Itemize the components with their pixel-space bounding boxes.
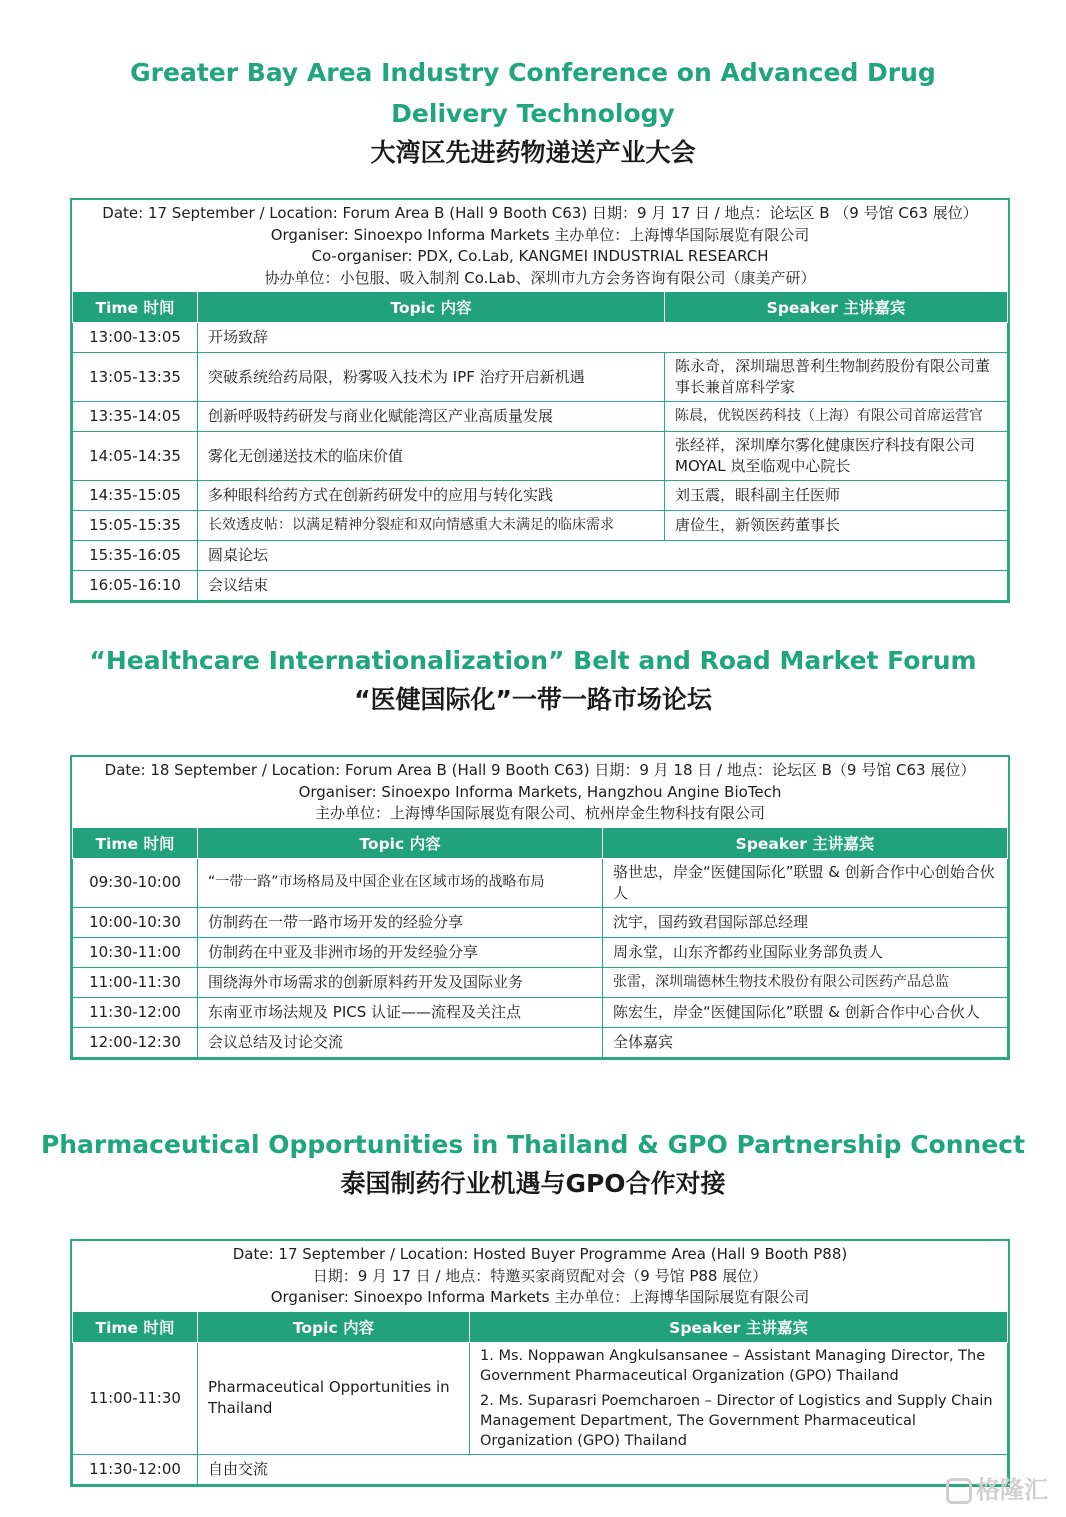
section3-title-cn: 泰国制药行业机遇与GPO合作对接: [340, 1169, 726, 1198]
section1-schedule: [70, 198, 1010, 603]
section1-heading: [0, 52, 1066, 170]
table-row: [73, 907, 1008, 937]
table-row: [73, 1027, 1008, 1057]
speaker-header: Speaker 主讲嘉宾: [665, 292, 1008, 323]
table-row: [73, 997, 1008, 1027]
topic-cell: 会议结束: [198, 571, 1008, 601]
section3-schedule: [70, 1239, 1010, 1487]
topic-cell: 长效透皮帖：以满足精神分裂症和双向情感重大未满足的临床需求: [198, 511, 665, 541]
section2-table: [72, 827, 1008, 1058]
speaker-cell: 张经祥，深圳摩尔雾化健康医疗科技有限公司 MOYAL 岚至临观中心院长: [665, 432, 1008, 481]
speaker-cell: 陈永奇，深圳瑞思普利生物制药股份有限公司董事长兼首席科学家: [665, 353, 1008, 402]
table-row: [73, 571, 1008, 601]
topic-header: Topic 内容: [198, 292, 665, 323]
speaker-entry: 1. Ms. Noppawan Angkulsansanee – Assistant Managing Director, The Government Pharmaceutical Organization (GPO) Thailand: [480, 1347, 986, 1384]
logo-icon: [946, 1478, 972, 1504]
topic-cell: 开场致辞: [198, 323, 1008, 353]
table-header-row: [73, 827, 1008, 858]
topic-cell: 圆桌论坛: [198, 541, 1008, 571]
topic-cell: 东南亚市场法规及 PICS 认证——流程及关注点: [198, 997, 603, 1027]
section3-info-line: Organiser: Sinoexpo Informa Markets 主办单位：上海博华国际展览有限公司: [270, 1288, 810, 1306]
time-header: Time 时间: [73, 827, 198, 858]
section1-info-line: Date: 17 September / Location: Forum Area B (Hall 9 Booth C63) 日期：9 月 17 日 / 地点：论坛区 B （9 号馆 C63 展位）: [102, 204, 978, 222]
topic-cell: 围绕海外市场需求的创新原料药开发及国际业务: [198, 967, 603, 997]
table-row: [73, 858, 1008, 907]
table-header-row: [73, 1311, 1008, 1342]
topic-cell: 仿制药在一带一路市场开发的经验分享: [198, 907, 603, 937]
topic-header: Topic 内容: [198, 1311, 470, 1342]
time-cell: 11:30-12:00: [73, 1454, 198, 1484]
topic-cell: 多种眼科给药方式在创新药研发中的应用与转化实践: [198, 481, 665, 511]
time-cell: 13:05-13:35: [73, 353, 198, 402]
speaker-cell: 张雷，深圳瑞德林生物技术股份有限公司医药产品总监: [603, 967, 1008, 997]
topic-cell: 突破系统给药局限，粉雾吸入技术为 IPF 治疗开启新机遇: [198, 353, 665, 402]
topic-cell: 雾化无创递送技术的临床价值: [198, 432, 665, 481]
table-row: [73, 1342, 1008, 1454]
section1-title-en: Greater Bay Area Industry Conference on Advanced Drug Delivery Technology: [130, 58, 936, 128]
topic-cell: 仿制药在中亚及非洲市场的开发经验分享: [198, 937, 603, 967]
speaker-cell: 唐俭生，新领医药董事长: [665, 511, 1008, 541]
table-row: [73, 323, 1008, 353]
time-cell: 14:05-14:35: [73, 432, 198, 481]
section3-title-en: Pharmaceutical Opportunities in Thailand & GPO Partnership Connect: [40, 1130, 1026, 1159]
speaker-cell: 骆世忠，岸金“医健国际化”联盟 & 创新合作中心创始合伙人: [603, 858, 1008, 907]
section2-heading: [0, 640, 1066, 717]
time-cell: 16:05-16:10: [73, 571, 198, 601]
speaker-header: Speaker 主讲嘉宾: [470, 1311, 1008, 1342]
section1-info: [72, 200, 1008, 291]
table-row: [73, 1454, 1008, 1484]
time-cell: 14:35-15:05: [73, 481, 198, 511]
section1-info-line: 协办单位：小包服、吸入制剂 Co.Lab、深圳市九方会务咨询有限公司（康美产研）: [264, 268, 816, 287]
speaker-cell: 周永堂，山东齐都药业国际业务部负责人: [603, 937, 1008, 967]
time-cell: 11:30-12:00: [73, 997, 198, 1027]
section2-info: [72, 757, 1008, 827]
time-cell: 13:35-14:05: [73, 402, 198, 432]
speaker-cell: [470, 1342, 1008, 1454]
speaker-header: Speaker 主讲嘉宾: [603, 827, 1008, 858]
time-cell: 09:30-10:00: [73, 858, 198, 907]
section3-table: [72, 1311, 1008, 1485]
table-row: [73, 481, 1008, 511]
speaker-cell: 刘玉震，眼科副主任医师: [665, 481, 1008, 511]
topic-cell: 会议总结及讨论交流: [198, 1027, 603, 1057]
time-cell: 11:00-11:30: [73, 967, 198, 997]
speaker-cell: 陈晨，优锐医药科技（上海）有限公司首席运营官: [665, 402, 1008, 432]
section1-table: [72, 291, 1008, 601]
table-row: [73, 432, 1008, 481]
topic-header: Topic 内容: [198, 827, 603, 858]
section3-info-line: Date: 17 September / Location: Hosted Buyer Programme Area (Hall 9 Booth P88): [232, 1245, 848, 1263]
section2-title-en: “Healthcare Internationalization” Belt and Road Market Forum: [89, 646, 977, 675]
time-cell: 11:00-11:30: [73, 1342, 198, 1454]
time-header: Time 时间: [73, 292, 198, 323]
watermark-text: 格隆汇: [976, 1476, 1048, 1504]
time-cell: 12:00-12:30: [73, 1027, 198, 1057]
speaker-cell: 全体嘉宾: [603, 1027, 1008, 1057]
time-header: Time 时间: [73, 1311, 198, 1342]
table-row: [73, 541, 1008, 571]
topic-cell: 自由交流: [198, 1454, 1008, 1484]
speaker-cell: 陈宏生，岸金“医健国际化”联盟 & 创新合作中心合伙人: [603, 997, 1008, 1027]
table-row: [73, 402, 1008, 432]
section3-heading: [0, 1124, 1066, 1201]
topic-cell: “一带一路”市场格局及中国企业在区域市场的战略布局: [198, 858, 603, 907]
section2-schedule: [70, 755, 1010, 1060]
topic-cell: 创新呼吸特药研发与商业化赋能湾区产业高质量发展: [198, 402, 665, 432]
time-cell: 15:35-16:05: [73, 541, 198, 571]
section2-title-cn: “医健国际化”一带一路市场论坛: [354, 685, 712, 714]
section1-info-line: Co-organiser: PDX, Co.Lab, KANGMEI INDUSTRIAL RESEARCH: [311, 247, 769, 265]
table-header-row: [73, 292, 1008, 323]
time-cell: 10:00-10:30: [73, 907, 198, 937]
table-row: [73, 937, 1008, 967]
table-row: [73, 353, 1008, 402]
topic-cell: Pharmaceutical Opportunities in Thailand: [198, 1342, 470, 1454]
time-cell: 10:30-11:00: [73, 937, 198, 967]
table-row: [73, 967, 1008, 997]
section1-info-line: Organiser: Sinoexpo Informa Markets 主办单位：上海博华国际展览有限公司: [270, 225, 810, 244]
table-row: [73, 511, 1008, 541]
time-cell: 15:05-15:35: [73, 511, 198, 541]
speaker-entry: 2. Ms. Suparasri Poemcharoen – Director of Logistics and Supply Chain Management Department, The Government Pharmaceutical Organization (GPO) Thailand: [480, 1392, 993, 1449]
section2-info-line: 主办单位：上海博华国际展览有限公司、杭州岸金生物科技有限公司: [314, 804, 765, 822]
section3-info-line: 日期：9 月 17 日 / 地点：特邀买家商贸配对会（9 号馆 P88 展位）: [312, 1266, 768, 1285]
section2-info-line: Date: 18 September / Location: Forum Area B (Hall 9 Booth C63) 日期：9 月 18 日 / 地点：论坛区 B（9 号馆 C63 展位）: [104, 761, 976, 779]
section2-info-line: Organiser: Sinoexpo Informa Markets, Hangzhou Angine BioTech: [298, 782, 782, 801]
time-cell: 13:00-13:05: [73, 323, 198, 353]
section3-info: [72, 1241, 1008, 1311]
watermark-logo: [946, 1470, 1048, 1505]
section1-title-cn: 大湾区先进药物递送产业大会: [370, 138, 696, 167]
speaker-cell: 沈宇，国药致君国际部总经理: [603, 907, 1008, 937]
